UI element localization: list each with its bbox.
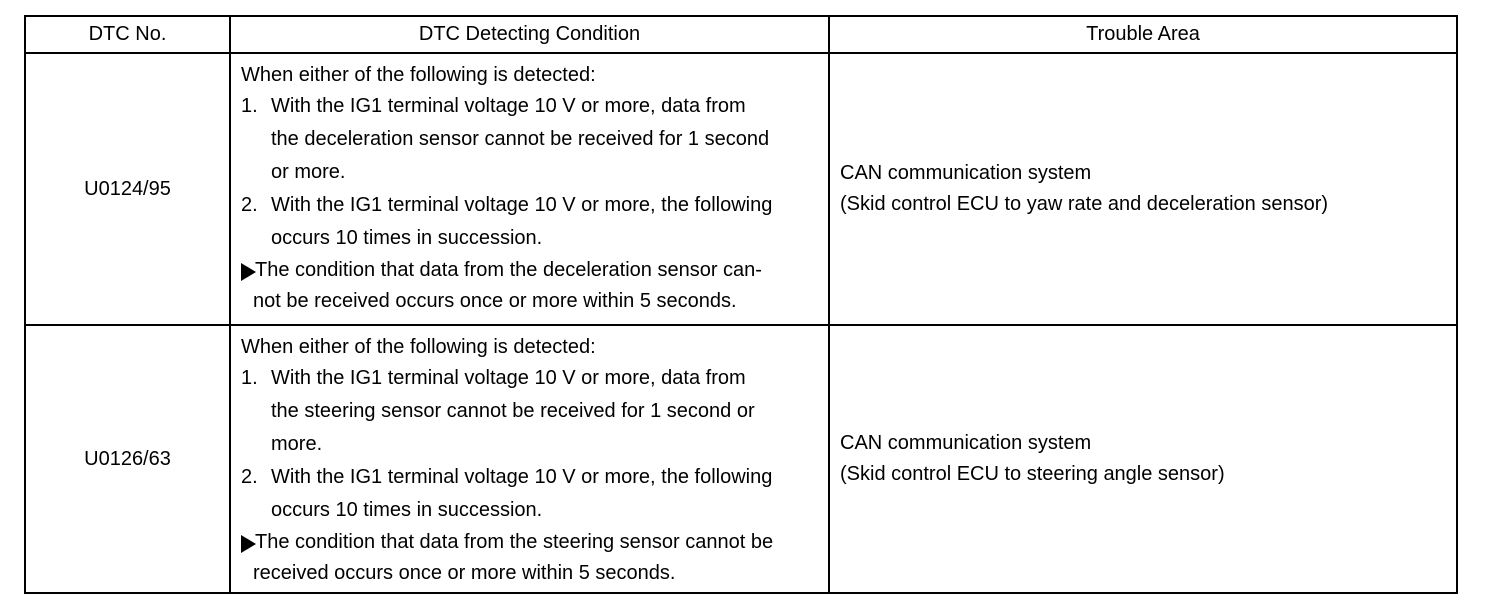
item-text bbox=[271, 461, 818, 527]
item-line: occurs 10 times in succession. bbox=[271, 227, 543, 249]
item-number: 2. bbox=[241, 466, 258, 488]
header-dtc-no: DTC No. bbox=[25, 16, 230, 53]
trouble-area-line: (Skid control ECU to steering angle sensor) bbox=[840, 463, 1225, 485]
triangle-bullet-icon bbox=[241, 263, 256, 281]
note-line: The condition that data from the steering sensor cannot be bbox=[255, 531, 774, 553]
triangle-bullet-icon bbox=[241, 535, 256, 553]
condition-intro: When either of the following is detected: bbox=[241, 64, 596, 86]
item-text bbox=[271, 362, 818, 461]
table-header-row bbox=[25, 16, 1457, 53]
trouble-area-line: (Skid control ECU to yaw rate and deceleration sensor) bbox=[840, 193, 1329, 215]
table-row bbox=[25, 325, 1457, 593]
item-number: 2. bbox=[241, 194, 258, 216]
condition-item bbox=[241, 189, 818, 255]
condition-note bbox=[241, 527, 818, 589]
trouble-area-line: CAN communication system bbox=[840, 432, 1092, 454]
item-line: With the IG1 terminal voltage 10 V or more, the following bbox=[271, 194, 773, 216]
condition-note bbox=[241, 255, 818, 317]
item-text bbox=[271, 189, 818, 255]
dtc-table bbox=[24, 15, 1458, 594]
item-line: more. bbox=[271, 433, 323, 455]
condition-item bbox=[241, 461, 818, 527]
header-trouble-area: Trouble Area bbox=[829, 16, 1457, 53]
condition-item bbox=[241, 90, 818, 189]
item-line: or more. bbox=[271, 161, 346, 183]
item-line: the deceleration sensor cannot be received for 1 second bbox=[271, 128, 770, 150]
trouble-area-line: CAN communication system bbox=[840, 162, 1092, 184]
note-line: received occurs once or more within 5 seconds. bbox=[253, 562, 676, 584]
table-row bbox=[25, 53, 1457, 325]
trouble-area-cell bbox=[829, 53, 1457, 325]
item-line: With the IG1 terminal voltage 10 V or more, data from bbox=[271, 95, 746, 117]
item-line: With the IG1 terminal voltage 10 V or more, the following bbox=[271, 466, 773, 488]
item-number: 1. bbox=[241, 95, 258, 117]
trouble-area-cell bbox=[829, 325, 1457, 593]
dtc-code-cell: U0124/95 bbox=[25, 53, 230, 325]
dtc-code-cell: U0126/63 bbox=[25, 325, 230, 593]
condition-intro: When either of the following is detected: bbox=[241, 336, 596, 358]
condition-item bbox=[241, 362, 818, 461]
item-number: 1. bbox=[241, 367, 258, 389]
item-line: the steering sensor cannot be received for 1 second or bbox=[271, 400, 755, 422]
item-line: With the IG1 terminal voltage 10 V or more, data from bbox=[271, 367, 746, 389]
condition-cell bbox=[230, 53, 829, 325]
note-line: The condition that data from the deceleration sensor can- bbox=[255, 259, 762, 281]
condition-cell bbox=[230, 325, 829, 593]
item-line: occurs 10 times in succession. bbox=[271, 499, 543, 521]
header-detecting-condition: DTC Detecting Condition bbox=[230, 16, 829, 53]
note-line: not be received occurs once or more within 5 seconds. bbox=[253, 290, 737, 312]
item-text bbox=[271, 90, 818, 189]
